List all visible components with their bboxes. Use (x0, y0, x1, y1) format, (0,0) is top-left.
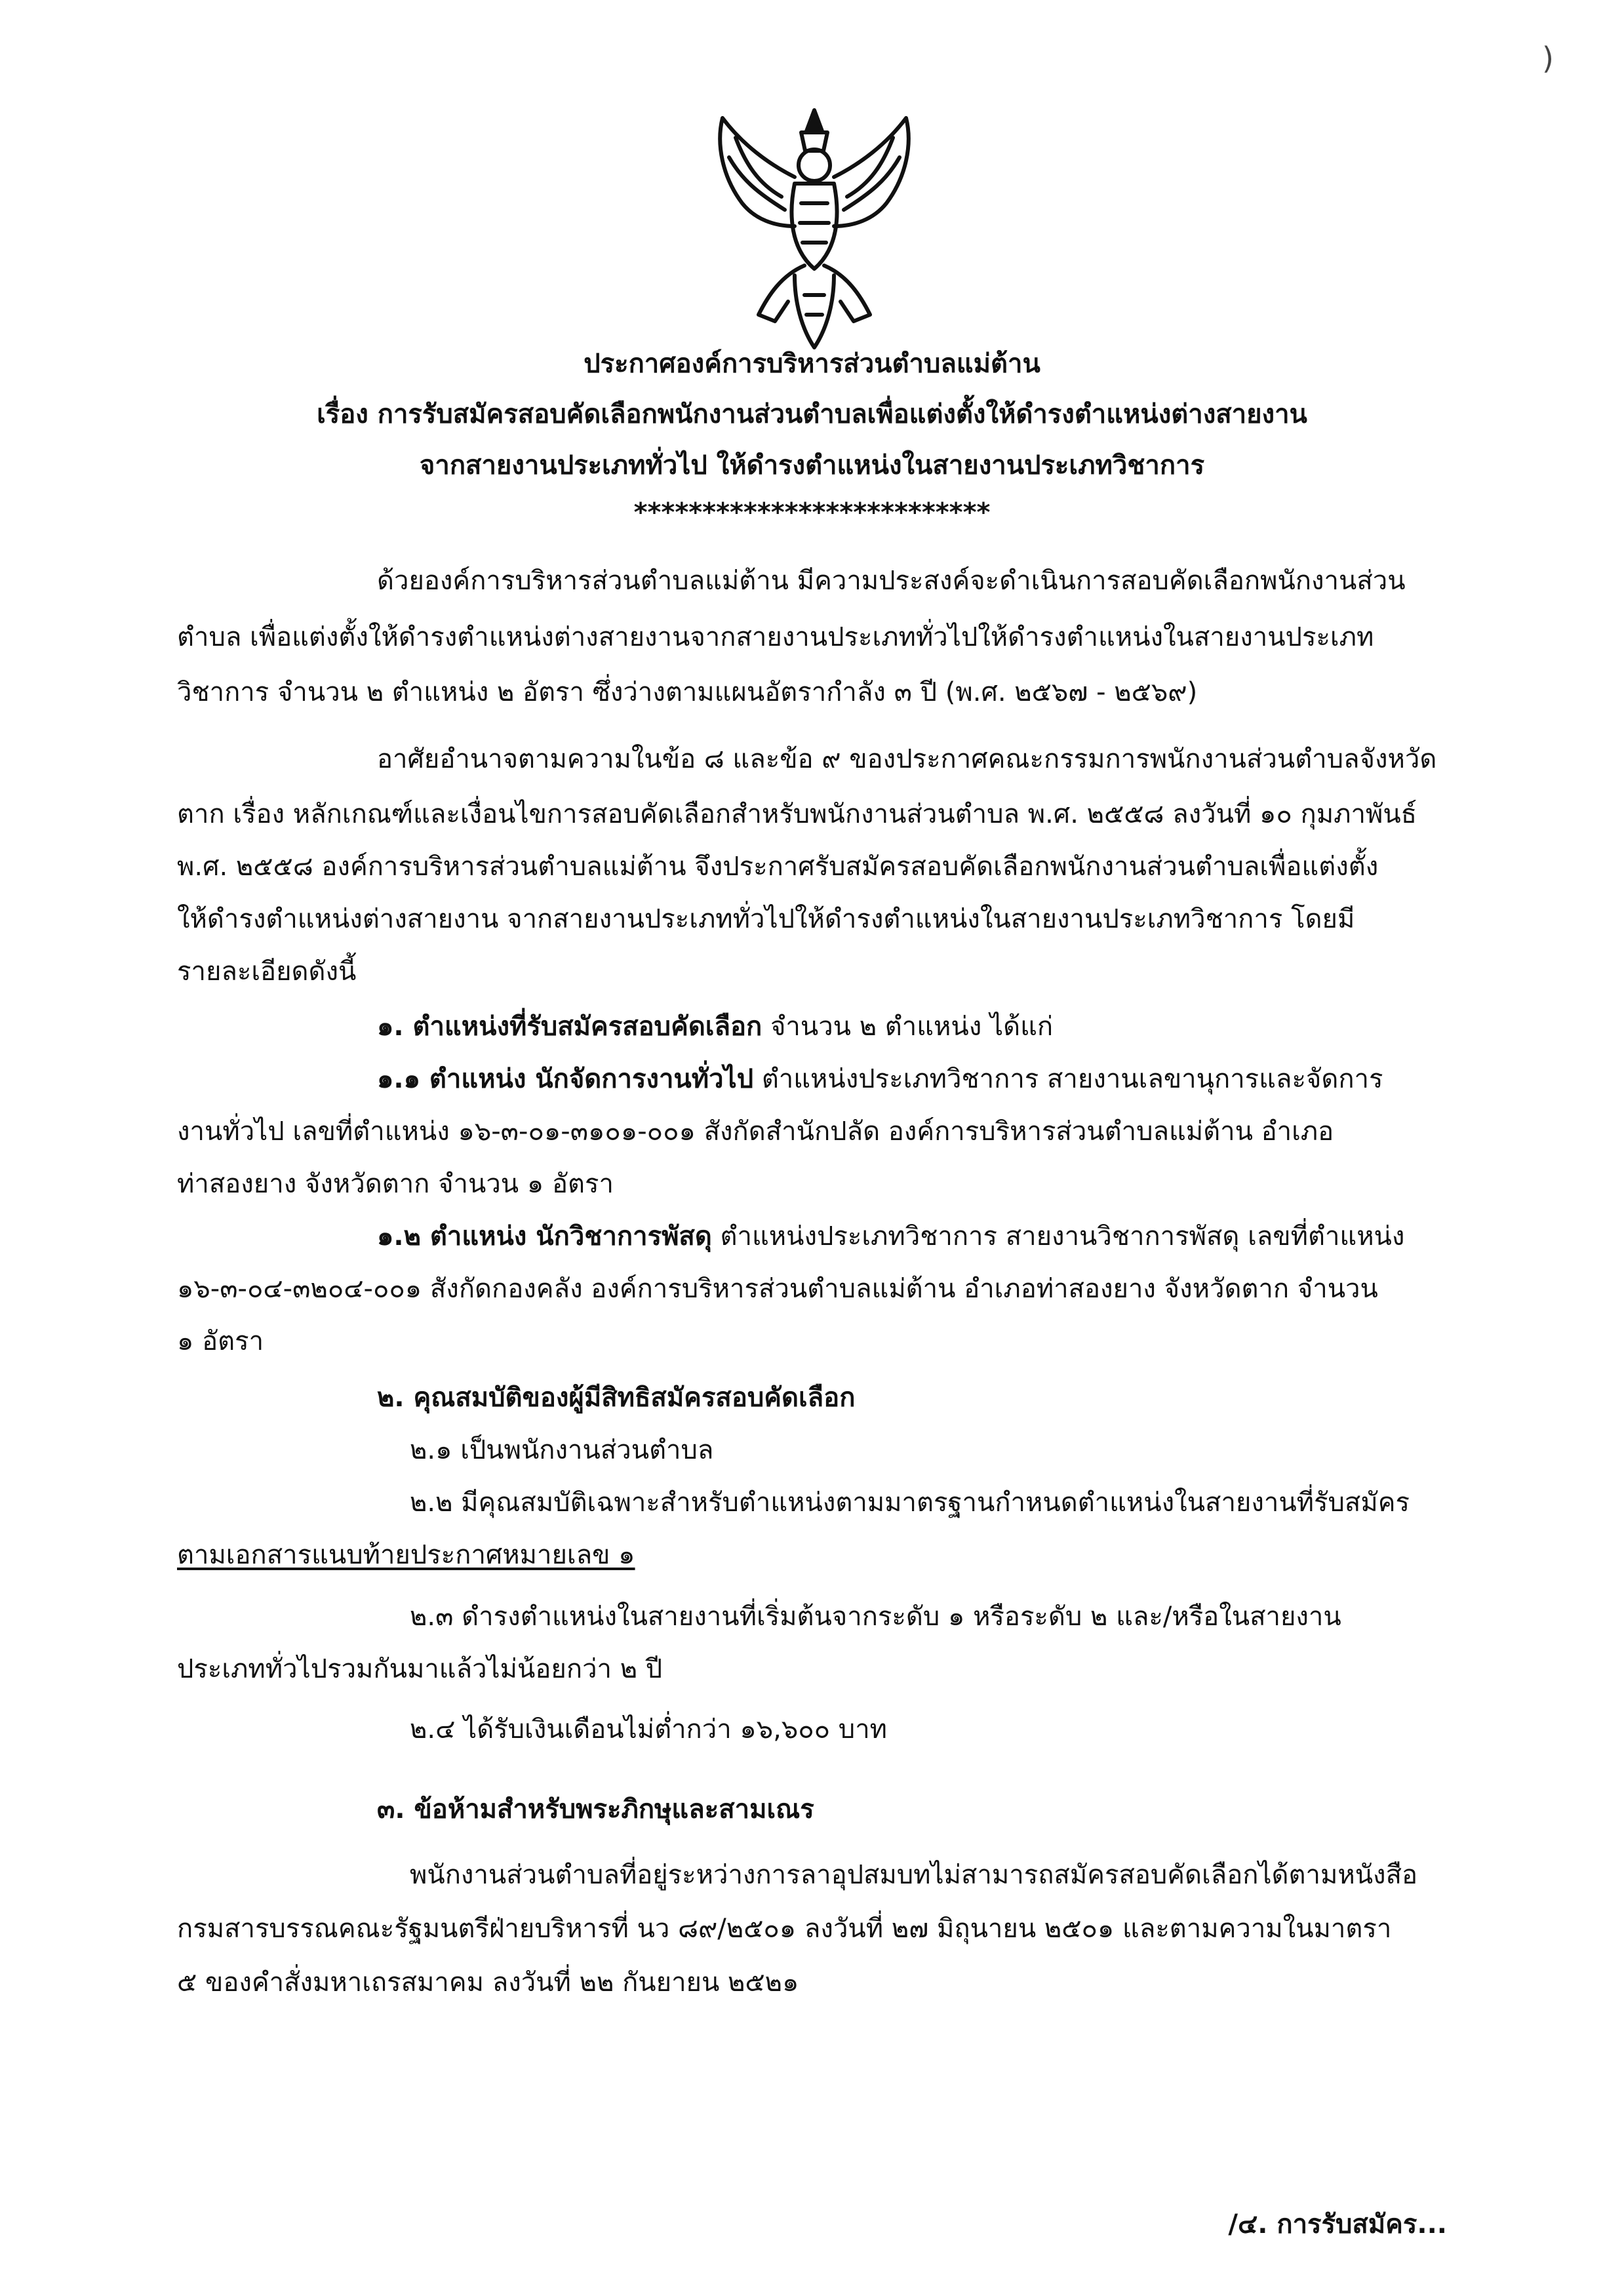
section1-1-line2: งานทั่วไป เลขที่ตำแหน่ง ๑๖-๓-๐๑-๓๑๐๑-๐๐๑ สังกัดสำนักปลัด องค์การบริหารส่วนตำบลแม่ต้าน อำเภอ (177, 1116, 1334, 1147)
announcement-title: ประกาศองค์การบริหารส่วนตำบลแม่ต้าน (584, 349, 1040, 379)
section1-1-text: ตำแหน่งประเภทวิชาการ สายงานเลขานุการและจัดการ (753, 1064, 1383, 1094)
section1-2-text: ตำแหน่งประเภทวิชาการ สายงานวิชาการพัสดุ เลขที่ตำแหน่ง (711, 1221, 1405, 1252)
next-page-marker: /๔. การรับสมัคร... (1228, 2209, 1447, 2240)
section1-2-line1 (377, 1223, 1404, 1250)
para2-line5: รายละเอียดดังนี้ (177, 957, 357, 987)
section2-item3-line2: ประเภททั่วไปรวมกันมาแล้วไม่น้อยกว่า ๒ ปี (177, 1654, 663, 1684)
section1-2-title: ๑.๒ ตำแหน่ง นักวิชาการพัสดุ (377, 1221, 712, 1252)
section1-heading-bold: ๑. ตำแหน่งที่รับสมัครสอบคัดเลือก (377, 1012, 762, 1042)
section3-heading: ๓. ข้อห้ามสำหรับพระภิกษุและสามเณร (377, 1794, 814, 1825)
section1-1-title: ๑.๑ ตำแหน่ง นักจัดการงานทั่วไป (377, 1064, 754, 1094)
section2-heading: ๒. คุณสมบัติของผู้มีสิทธิสมัครสอบคัดเลือก (377, 1383, 856, 1413)
section2-item4: ๒.๔ ได้รับเงินเดือนไม่ต่ำกว่า ๑๖,๖๐๐ บาท (410, 1714, 888, 1745)
header-divider-stars: ************************** (633, 498, 991, 528)
section1-1-line1 (377, 1066, 1383, 1092)
section1-1-line3: ท่าสองยาง จังหวัดตาก จำนวน ๑ อัตรา (177, 1169, 614, 1199)
section3-line1: พนักงานส่วนตำบลที่อยู่ระหว่างการลาอุปสมบทไม่สามารถสมัครสอบคัดเลือกได้ตามหนังสือ (410, 1860, 1418, 1890)
garuda-emblem-icon (696, 105, 932, 354)
para1-line3: วิชาการ จำนวน ๒ ตำแหน่ง ๒ อัตรา ซึ่งว่างตามแผนอัตรากำลัง ๓ ปี (พ.ศ. ๒๕๖๗ - ๒๕๖๙) (177, 677, 1198, 707)
para1-line2: ตำบล เพื่อแต่งตั้งให้ดำรงตำแหน่งต่างสายงานจากสายงานประเภททั่วไปให้ดำรงตำแหน่งในสายงานประเภท (177, 622, 1374, 652)
para2-line1: อาศัยอำนาจตามความในข้อ ๘ และข้อ ๙ ของประกาศคณะกรรมการพนักงานส่วนตำบลจังหวัด (377, 744, 1437, 774)
section1-2-line3: ๑ อัตรา (177, 1326, 264, 1356)
para2-line4: ให้ดำรงตำแหน่งต่างสายงาน จากสายงานประเภททั่วไปให้ดำรงตำแหน่งในสายงานประเภทวิชาการ โดยมี (177, 904, 1355, 934)
announcement-subject-line-2: จากสายงานประเภททั่วไป ให้ดำรงตำแหน่งในสายงานประเภทวิชาการ (419, 450, 1205, 481)
section2-item3-line1: ๒.๓ ดำรงตำแหน่งในสายงานที่เริ่มต้นจากระดับ ๑ หรือระดับ ๒ และ/หรือในสายงาน (410, 1602, 1341, 1632)
para2-line2: ตาก เรื่อง หลักเกณฑ์และเงื่อนไขการสอบคัดเลือกสำหรับพนักงานส่วนตำบล พ.ศ. ๒๕๕๘ ลงวันที่ ๑๐ กุมภาพันธ์ (177, 799, 1417, 829)
section1-heading-rest: จำนวน ๒ ตำแหน่ง ได้แก่ (762, 1012, 1054, 1042)
section2-item2-line1: ๒.๒ มีคุณสมบัติเฉพาะสำหรับตำแหน่งตามมาตรฐานกำหนดตำแหน่งในสายงานที่รับสมัคร (410, 1488, 1410, 1518)
section2-item2-line2: ตามเอกสารแนบท้ายประกาศหมายเลข ๑ (177, 1540, 635, 1570)
para1-line1: ด้วยองค์การบริหารส่วนตำบลแม่ต้าน มีความประสงค์จะดำเนินการสอบคัดเลือกพนักงานส่วน (377, 566, 1406, 596)
announcement-subject-line-1: เรื่อง การรับสมัครสอบคัดเลือกพนักงานส่วนตำบลเพื่อแต่งตั้งให้ดำรงตำแหน่งต่างสายงาน (317, 399, 1307, 429)
page-mark: ) (1542, 41, 1554, 76)
section3-line3: ๕ ของคำสั่งมหาเถรสมาคม ลงวันที่ ๒๒ กันยายน ๒๕๒๑ (177, 1967, 799, 1998)
section1-heading (377, 1014, 1053, 1040)
section2-item1: ๒.๑ เป็นพนักงานส่วนตำบล (410, 1435, 714, 1465)
section1-2-line2: ๑๖-๓-๐๔-๓๒๐๔-๐๐๑ สังกัดกองคลัง องค์การบริหารส่วนตำบลแม่ต้าน อำเภอท่าสองยาง จังหวัดตาก จำนวน (177, 1274, 1378, 1304)
para2-line3: พ.ศ. ๒๕๕๘ องค์การบริหารส่วนตำบลแม่ต้าน จึงประกาศรับสมัครสอบคัดเลือกพนักงานส่วนตำบลเพื่อแต่งตั้ง (177, 852, 1379, 882)
section3-line2: กรมสารบรรณคณะรัฐมนตรีฝ่ายบริหารที่ นว ๘๙/๒๕๐๑ ลงวันที่ ๒๗ มิถุนายน ๒๕๐๑ และตามความในมาตรา (177, 1914, 1392, 1944)
